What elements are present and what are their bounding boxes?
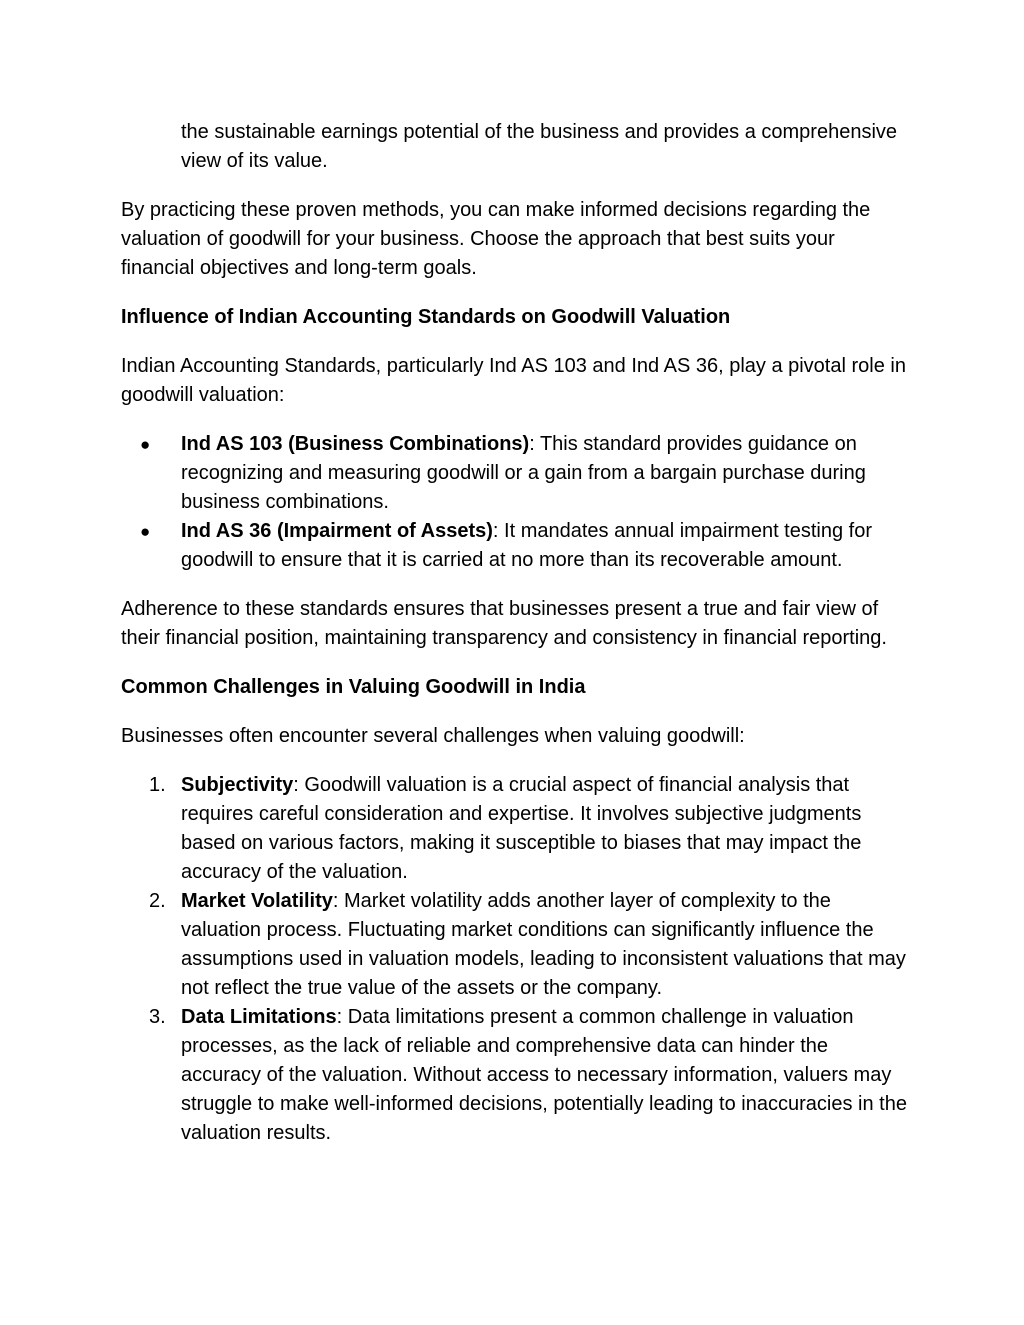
standards-conclusion: Adherence to these standards ensures that businesses present a true and fair view of their financial position, maintaining transparency and consistency in financial reporting. (121, 598, 887, 649)
methods-paragraph: By practicing these proven methods, you can make informed decisions regarding the valuation of goodwill for your business. Choose the approach that best suits your financial objectives and long-term goals. (121, 199, 871, 279)
list-number: 2. (149, 890, 166, 912)
item-text: : This standard provides guidance on recognizing and measuring goodwill or a gain from a bargain purchase during business combinations. (181, 433, 866, 513)
list-item-subjectivity (121, 771, 911, 887)
intro-continuation-text: the sustainable earnings potential of the business and provides a comprehensive view of its value. (181, 121, 898, 172)
list-item-data-limitations (121, 1003, 911, 1148)
item-text: : Goodwill valuation is a crucial aspect of financial analysis that requires careful consideration and expertise. It involves subjective judgments based on various factors, making it susceptible to biases that may impact the accuracy of the valuation. (181, 774, 862, 883)
challenges-intro: Businesses often encounter several challenges when valuing goodwill: (121, 725, 745, 747)
item-term: Market Volatility (181, 890, 333, 912)
item-term: Ind AS 36 (Impairment of Assets) (181, 520, 493, 542)
item-text: : Market volatility adds another layer of complexity to the valuation process. Fluctuating market conditions can significantly influence the assumptions used in valuation models, leading to inconsistent valuations that may not reflect the true value of the assets or the company. (181, 890, 906, 999)
challenges-numbered-list (121, 771, 911, 1148)
item-text: : Data limitations present a common challenge in valuation processes, as the lack of reliable and comprehensive data can hinder the accuracy of the valuation. Without access to necessary information, valuers may struggle to make well-informed decisions, potentially leading to inaccuracies in the valuation results. (181, 1006, 907, 1144)
standards-bullet-list (121, 430, 911, 575)
document-page (121, 118, 911, 1168)
list-item-ind-as-103 (121, 430, 911, 517)
challenges-heading: Common Challenges in Valuing Goodwill in India (121, 676, 586, 698)
list-item-ind-as-36 (121, 517, 911, 575)
item-term: Data Limitations (181, 1006, 337, 1028)
item-text: : It mandates annual impairment testing for goodwill to ensure that it is carried at no more than its recoverable amount. (181, 520, 873, 571)
standards-heading: Influence of Indian Accounting Standards on Goodwill Valuation (121, 306, 731, 328)
bullet-icon: ● (140, 435, 151, 454)
bullet-icon: ● (140, 522, 151, 541)
list-item-market-volatility (121, 887, 911, 1003)
list-number: 1. (149, 774, 166, 796)
standards-intro: Indian Accounting Standards, particularly Ind AS 103 and Ind AS 36, play a pivotal role in goodwill valuation: (121, 355, 906, 406)
list-number: 3. (149, 1006, 166, 1028)
item-term: Subjectivity (181, 774, 294, 796)
item-term: Ind AS 103 (Business Combinations) (181, 433, 530, 455)
